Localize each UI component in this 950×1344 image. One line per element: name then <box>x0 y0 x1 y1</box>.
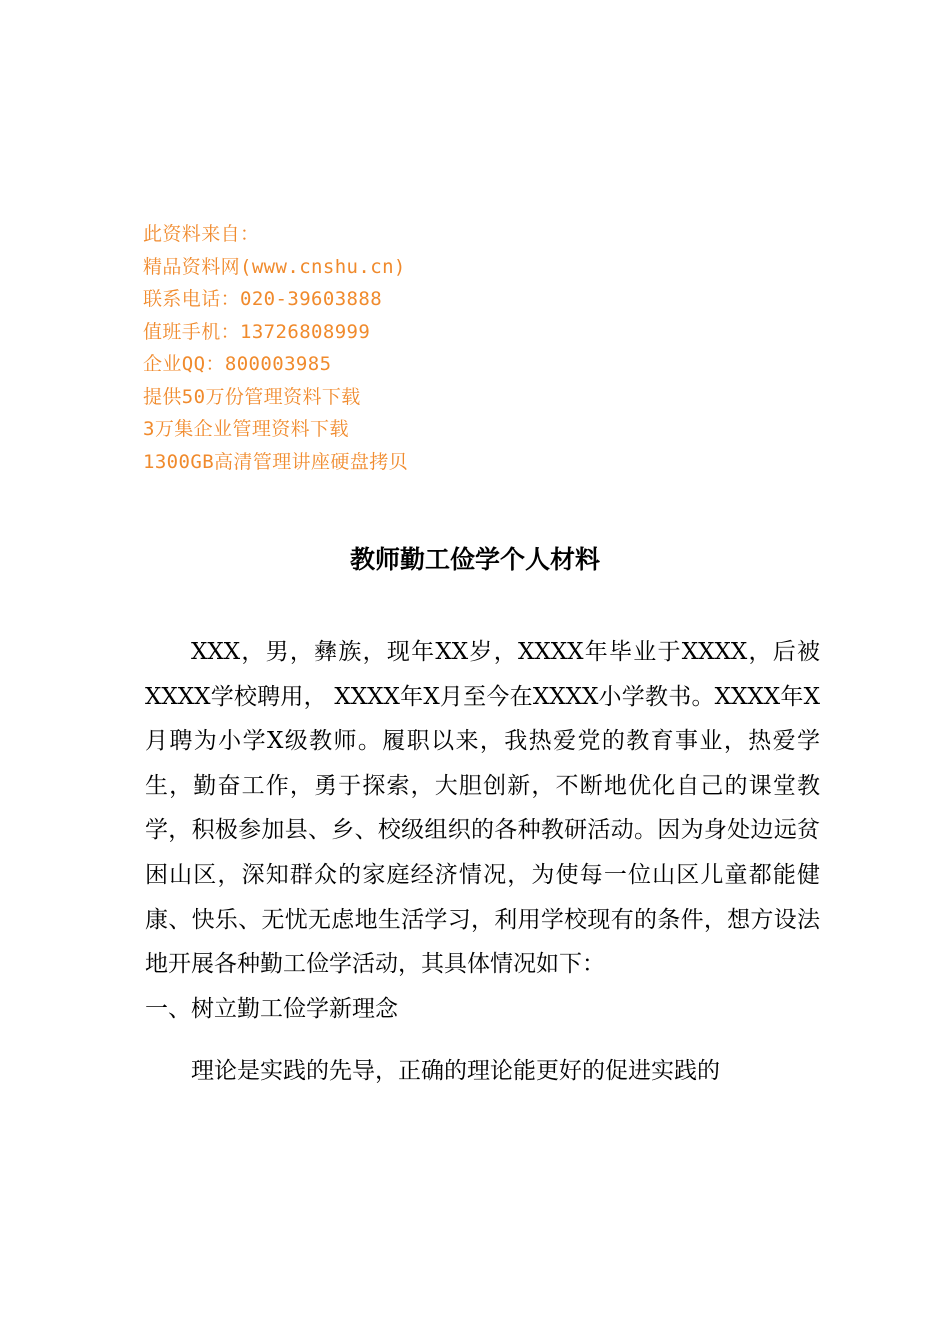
source-line-website: 精品资料网(www.cnshu.cn) <box>143 255 406 278</box>
source-line-mobile: 值班手机：13726808999 <box>143 320 371 343</box>
source-info-block <box>143 218 563 478</box>
document-title: 教师勤工俭学个人材料 <box>349 545 600 574</box>
source-line-phone: 联系电话：020-39603888 <box>143 288 383 310</box>
document-body <box>145 630 820 1094</box>
source-line-from: 此资料来自： <box>143 223 260 245</box>
source-line-offer-2: 3万集企业管理资料下载 <box>143 418 349 440</box>
intro-paragraph: XXX，男，彝族，现年XX岁，XXXX年毕业于XXXX，后被XXXX学校聘用， XXXX年X月至今在XXXX小学教书。XXXX年X月聘为小学X级教师。履职以来，我热爱党的教育事业，热爱学生，勤奋工作，勇于探索，大胆创新，不断地优化自己的课堂教学，积极参加县、乡、校级组织的各种教研活动。因为身处边远贫困山区，深知群众的家庭经济情况，为使每一位山区儿童都能健康、快乐、无忧无虑地生活学习，利用学校现有的条件，想方设法地开展各种勤工俭学活动，其具体情况如下： <box>145 639 820 978</box>
section-heading: 一、树立勤工俭学新理念 <box>145 995 398 1022</box>
section-paragraph: 理论是实践的先导，正确的理论能更好的促进实践的 <box>191 1058 720 1085</box>
source-line-offer-3: 1300GB高清管理讲座硬盘拷贝 <box>143 450 409 473</box>
source-line-offer-1: 提供50万份管理资料下载 <box>143 385 361 408</box>
source-line-qq: 企业QQ：800003985 <box>143 353 332 375</box>
